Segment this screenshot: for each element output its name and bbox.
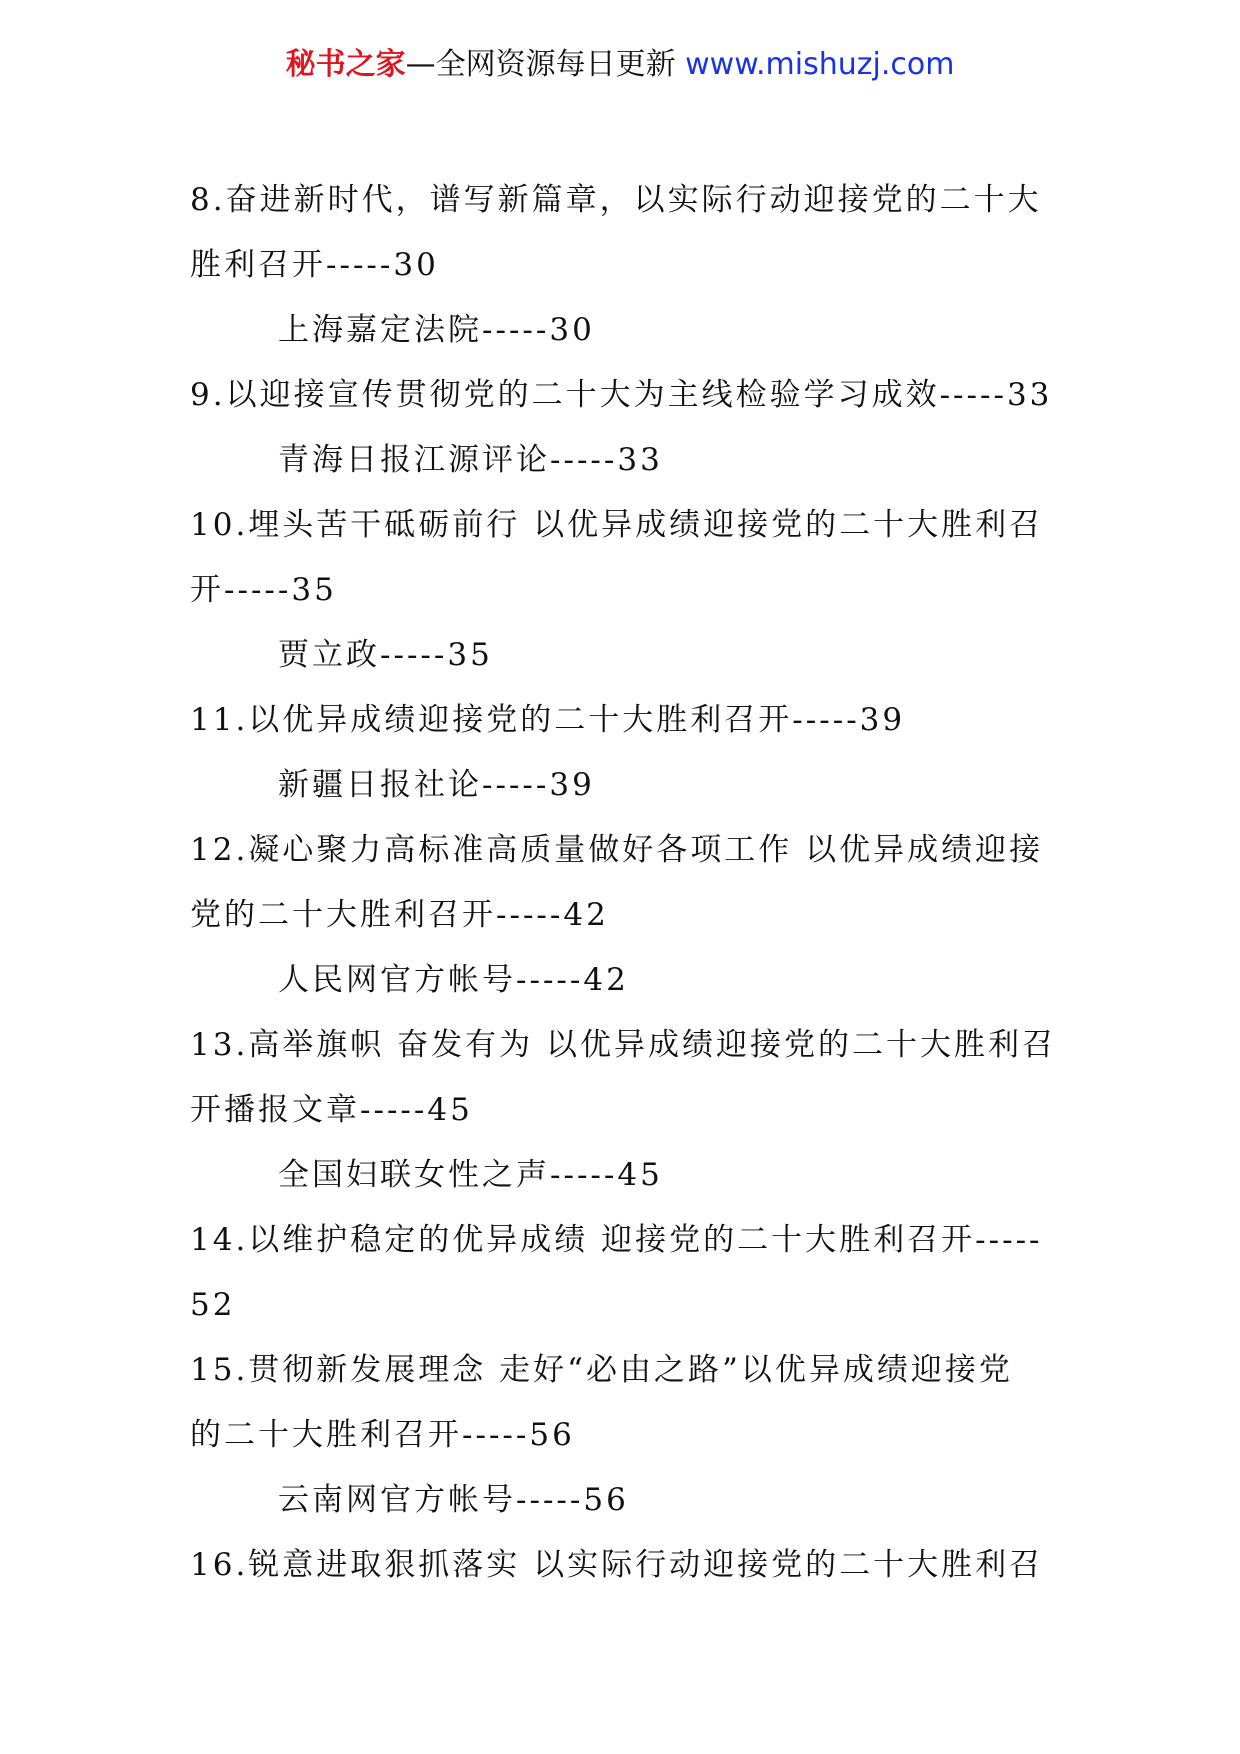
- toc-entry-line: 9.以迎接宣传贯彻党的二十大为主线检验学习成效-----33: [190, 377, 1053, 413]
- toc-source-line: 新疆日报社论-----39: [278, 767, 595, 803]
- toc-entry-line: 13.高举旗帜 奋发有为 以优异成绩迎接党的二十大胜利召: [190, 1027, 1057, 1063]
- toc-source-line: 贾立政-----35: [278, 637, 493, 673]
- toc-entry-line: 11.以优异成绩迎接党的二十大胜利召开-----39: [190, 702, 906, 738]
- toc-entry-line: 开播报文章-----45: [190, 1092, 473, 1128]
- site-brand: 秘书之家: [285, 47, 406, 82]
- toc-source-line: 青海日报江源评论-----33: [278, 442, 663, 478]
- site-url-link[interactable]: www.mishuzj.com: [685, 47, 955, 82]
- toc-entry-line: 14.以维护稳定的优异成绩 迎接党的二十大胜利召开-----: [190, 1222, 1043, 1258]
- toc-entry-line: 15.贯彻新发展理念 走好“必由之路”以优异成绩迎接党: [190, 1352, 1013, 1388]
- page-header: [0, 40, 1240, 90]
- toc-entry-line: 52: [190, 1287, 236, 1323]
- toc-entry-line: 16.锐意进取狠抓落实 以实际行动迎接党的二十大胜利召: [190, 1547, 1044, 1583]
- toc-entry-line: 10.埋头苦干砥砺前行 以优异成绩迎接党的二十大胜利召: [190, 507, 1044, 543]
- toc-source-line: 全国妇联女性之声-----45: [278, 1157, 663, 1193]
- toc-entry-line: 胜利召开-----30: [190, 247, 439, 283]
- toc-entry-line: 的二十大胜利召开-----56: [190, 1417, 575, 1453]
- toc-entry-line: 12.凝心聚力高标准高质量做好各项工作 以优异成绩迎接: [190, 832, 1044, 868]
- toc-source-line: 上海嘉定法院-----30: [278, 312, 595, 348]
- site-slogan: —全网资源每日更新: [405, 47, 686, 82]
- table-of-contents: [190, 168, 1060, 1598]
- toc-entry-line: 8.奋进新时代，谱写新篇章，以实际行动迎接党的二十大: [190, 182, 1042, 218]
- toc-entry-line: 党的二十大胜利召开-----42: [190, 897, 609, 933]
- toc-entry-line: 开-----35: [190, 572, 337, 608]
- toc-source-line: 人民网官方帐号-----42: [278, 962, 629, 998]
- toc-source-line: 云南网官方帐号-----56: [278, 1482, 629, 1518]
